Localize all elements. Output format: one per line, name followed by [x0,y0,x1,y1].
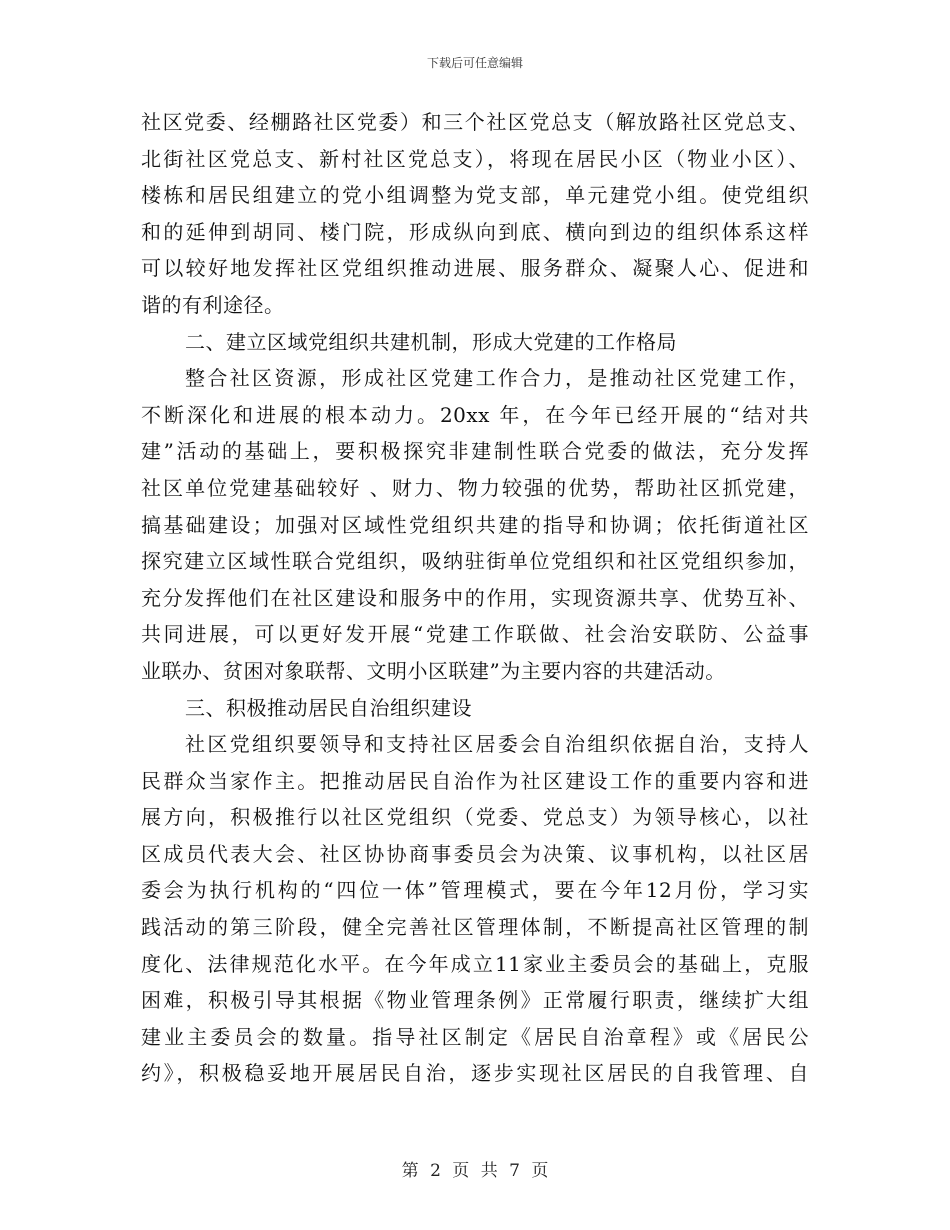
text-line: 区成员代表大会、社区协协商事委员会为决策、议事机构，以社区居 [141,841,809,866]
text-line: 可以较好地发挥社区党组织推动进展、服务群众、凝聚人心、促进和 [141,256,809,281]
text-line: 度化、法律规范化水平。在今年成立11家业主委员会的基础上，克服 [141,951,809,976]
text-line: 楼栋和居民组建立的党小组调整为党支部，单元建党小组。使党组织 [141,183,809,208]
text-line: 委会为执行机构的“四位一体”管理模式，要在今年12月份，学习实 [141,878,809,903]
text-line: 展方向，积极推行以社区党组织（党委、党总支）为领导核心，以社 [141,805,809,830]
text-line: 业联办、贫困对象联帮、文明小区联建”为主要内容的共建活动。 [141,658,726,683]
text-line: 北街社区党总支、新村社区党总支），将现在居民小区（物业小区）、 [141,146,809,171]
text-line: 建”活动的基础上，要积极探究非建制性联合党委的做法，充分发挥 [141,439,809,464]
text-line: 和的延伸到胡同、楼门院，形成纵向到底、横向到边的组织体系这样 [141,219,809,244]
text-line: 充分发挥他们在社区建设和服务中的作用，实现资源共享、优势互补、 [141,585,809,610]
text-line: 不断深化和进展的根本动力。20xx 年，在今年已经开展的“结对共 [141,402,809,427]
text-line: 搞基础建设；加强对区域性党组织共建的指导和协调；依托街道社区 [141,512,809,537]
page-header: 下载后可任意编辑 [426,56,523,70]
text-line: 谐的有利途径。 [141,292,285,317]
text-line: 共同进展，可以更好发开展“党建工作联做、社会治安联防、公益事 [141,622,809,647]
document-body [141,104,809,1092]
page-footer: 第 2 页 共 7 页 [401,1161,549,1181]
text-line: 约》，积极稳妥地开展居民自治，逐步实现社区居民的自我管理、自 [141,1061,809,1086]
text-line: 建业主委员会的数量。指导社区制定《居民自治章程》或《居民公 [141,1024,809,1049]
text-line: 探究建立区域性联合党组织，吸纳驻街单位党组织和社区党组织参加， [141,549,809,574]
text-line: 民群众当家作主。把推动居民自治作为社区建设工作的重要内容和进 [141,768,809,793]
text-line: 社区党委、经棚路社区党委）和三个社区党总支（解放路社区党总支、 [141,110,809,134]
text-line: 社区单位党建基础较好 、财力、物力较强的优势，帮助社区抓党建， [141,475,809,500]
text-line: 践活动的第三阶段，健全完善社区管理体制，不断提高社区管理的制 [141,915,809,940]
text-line: 三、积极推动居民自治组织建设 [185,695,472,720]
text-line: 二、建立区域党组织共建机制，形成大党建的工作格局 [185,329,677,354]
text-line: 困难，积极引导其根据《物业管理条例》正常履行职责，继续扩大组 [141,988,809,1013]
text-line: 社区党组织要领导和支持社区居委会自治组织依据自治，支持人 [185,732,809,757]
text-line: 整合社区资源，形成社区党建工作合力，是推动社区党建工作， [185,366,809,391]
